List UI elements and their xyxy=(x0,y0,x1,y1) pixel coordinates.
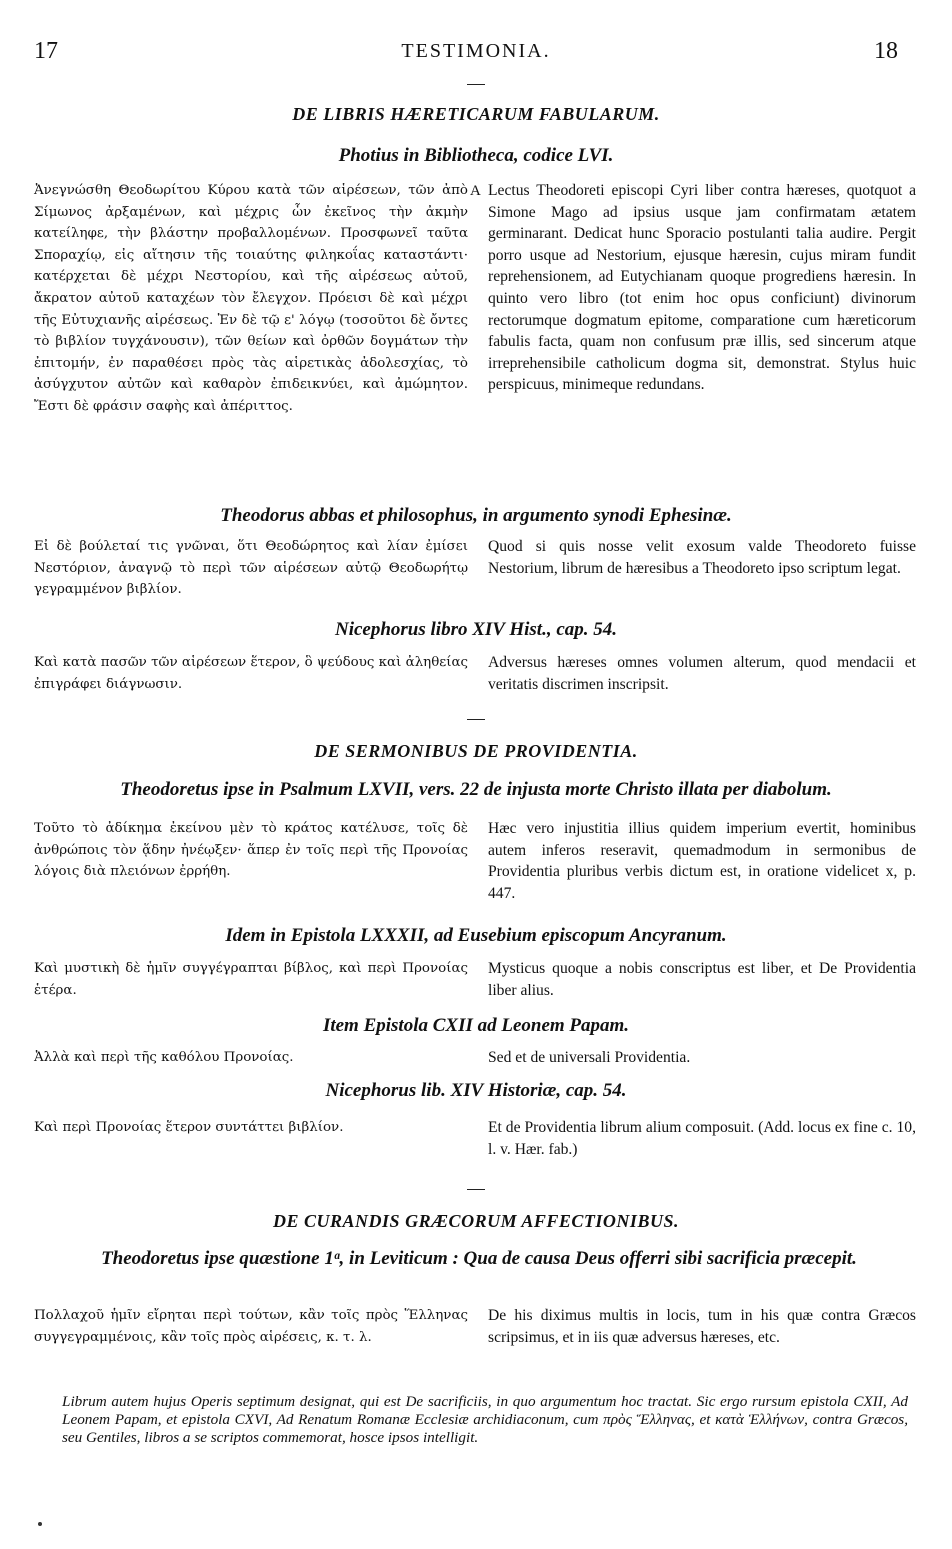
page-number-right: 18 xyxy=(874,38,898,64)
source-citation: Nicephorus lib. XIV Historiæ, cap. 54. xyxy=(325,1080,627,1101)
greek-text: Ἀλλὰ καὶ περὶ τῆς καθόλου Προνοίας. xyxy=(34,1050,294,1065)
closing-note: Librum autem hujus Operis septimum designat, qui est De sacrificiis, in quo argumentum hoc tractat. Sic ergo rursum epistola CXII, Ad Leonem Papam, et epistola CXVI, Ad Renatum Romanæ Ecclesiæ archidiaconum, cum πρὸς Ἕλληνας, et κατὰ Ἑλλήνων, contra Græcos, seu Gentiles, libros a se scriptos commemorat, hosce ipsos intelligit. xyxy=(62,1393,908,1446)
rule-lower xyxy=(467,1189,485,1190)
running-head xyxy=(0,38,952,68)
source-citation: Photius in Bibliotheca, codice LVI. xyxy=(338,145,614,166)
latin-text: Mysticus quoque a nobis conscriptus est liber, et De Providentia liber alius. xyxy=(488,960,916,999)
latin-text: Quod si quis nosse velit exosum valde Theodoreto fuisse Nestorium, librum de hæresibus a Theodoreto ipso scriptum legat. xyxy=(488,538,916,577)
greek-text: Καὶ κατὰ πασῶν τῶν αἱρέσεων ἕτερον, ὃ ψεύδους καὶ ἀληθείας ἐπιγράφει διάγνωσιν. xyxy=(34,655,468,692)
source-citation: Theodoretus ipse quæstione 1ᵃ, in Leviticum : Qua de causa Deus offerri sibi sacrificia præcepit. xyxy=(101,1248,857,1269)
source-citation: Idem in Epistola LXXXII, ad Eusebium episcopum Ancyranum. xyxy=(225,925,727,946)
source-citation: Theodorus abbas et philosophus, in argumento synodi Ephesinæ. xyxy=(220,505,732,526)
greek-text: Τοῦτο τὸ ἀδίκημα ἐκείνου μὲν τὸ κράτος κατέλυσε, τοῖς δὲ ἀνθρώποις τὸν ᾅδην ἠνέῳξεν· ἅπερ ἐν τοῖς περὶ τῆς Προνοίας λόγοις διὰ πλειόνων ἐρρήθη. xyxy=(34,821,468,880)
latin-text: Adversus hæreses omnes volumen alterum, quod mendacii et veritatis discrimen inscripsit. xyxy=(488,654,916,693)
source-citation: Item Epistola CXII ad Leonem Papam. xyxy=(322,1015,630,1036)
greek-text: Καὶ περὶ Προνοίας ἕτερον συντάττει βιβλίον. xyxy=(34,1120,344,1135)
latin-text: Et de Providentia librum alium composuit. (Add. locus ex fine c. 10, l. v. Hær. fab.) xyxy=(488,1119,916,1158)
section-heading: DE CURANDIS GRÆCORUM AFFECTIONIBUS. xyxy=(273,1211,679,1231)
page-number-left: 17 xyxy=(34,38,58,64)
latin-text: Lectus Theodoreti episcopi Cyri liber contra hæreses, quotquot a Simone Mago ad ipsius usque jam confirmatam ætatem germinarant. Dedicat hunc Sporacio postulanti talia audire. Pergit porro usque ad Nestorium, ejusque hæresin, cujus miram fundit reprehensionem, ad Eutychianam quoque progrediens hæresin. In quinto vero libro (tot enim hoc opus conficiunt) divinorum rectorumque dogmatum epitome, comparatione cum hæreticorum fabulis facta, quam non confusum præ illis, sed sincerum atque irreprehensibile catholicum dogma sit, demonstrat. Stylus huic perspicuus, minimeque redundans. xyxy=(488,182,916,394)
column-marker: A xyxy=(470,183,481,199)
greek-text: Ἀνεγνώσθη Θεοδωρίτου Κύρου κατὰ τῶν αἱρέσεων, τῶν ἀπὸ Σίμωνος ἀρξαμένων, καὶ μέχρις ὧν ἐκεῖνος τὴν ἀκμὴν κατείληφε, τὴν βλάστην προβαλλομένων. Προσφωνεῖ ταῦτα Σποραχίῳ, εἰς αἴτησιν τῆς τοιαύτης φιληκοΐας καταστάντι· κατέρχεται δὲ μέχρι Νεστορίου, καὶ τῆς αἱρέσεως αὐτοῦ, ἄκρατον αὐτοῦ καταχέων τὸν ἔλεγχον. Πρόεισι δὲ καὶ μέχρι τῆς Εὐτυχιανῆς αἱρέσεως. Ἐν δὲ τῷ ε' λόγῳ (τοσοῦτοι δὲ ὄντες τὸ βιβλίον τυγχάνουσιν), τῶν θείων καὶ ὀρθῶν δογμάτων τὴν ἐπιτομήν, ἐν παραθέσει πρὸς τὰς αἱρετικὰς ἀδολεσχίας, τὸ ἀσύγχυτον αὐτῶν καὶ καθαρὸν ἐπιδεικνύει, καὶ ἀμώμητον. Ἔστι δὲ φράσιν σαφὴς καὶ ἀπέριττος. xyxy=(34,183,468,414)
greek-text: Πολλαχοῦ ἡμῖν εἴρηται περὶ τούτων, κἂν τοῖς πρὸς Ἕλληνας συγγεγραμμένοις, κἂν τοῖς πρὸς αἱρέσεις, κ. τ. λ. xyxy=(34,1308,468,1345)
latin-text: Sed et de universali Providentia. xyxy=(488,1049,691,1066)
source-citation: Theodoretus ipse in Psalmum LXVII, vers. 22 de injusta morte Christo illata per diabolum. xyxy=(120,779,832,800)
rule-middle xyxy=(467,719,485,720)
latin-text: Hæc vero injustitia illius quidem imperium evertit, hominibus autem inferos reseravit, quemadmodum in sermonibus de Providentia pluribus verbis dictum est, in oratione videlicet x, p. 447. xyxy=(488,820,916,902)
rule-top xyxy=(467,84,485,85)
section-heading: DE LIBRIS HÆRETICARUM FABULARUM. xyxy=(292,104,660,124)
ink-speck xyxy=(38,1522,42,1526)
greek-text: Εἰ δὲ βούλεταί τις γνῶναι, ὅτι Θεοδώρητος καὶ λίαν ἐμίσει Νεστόριον, ἀναγνῷ τὸ περὶ τῶν αἱρέσεων αὐτῷ Θεοδωρήτῳ γεγραμμένον βιβλίον. xyxy=(34,539,468,598)
section-heading: DE SERMONIBUS DE PROVIDENTIA. xyxy=(314,741,638,761)
source-citation: Nicephorus libro XIV Hist., cap. 54. xyxy=(334,619,618,640)
greek-text: Καὶ μυστικὴ δὲ ἡμῖν συγγέγραπται βίβλος, καὶ περὶ Προνοίας ἑτέρα. xyxy=(34,961,468,998)
running-title: TESTIMONIA. xyxy=(401,40,551,62)
latin-text: De his diximus multis in locis, tum in his quæ contra Græcos scripsimus, et in iis quæ adversus hæreses, etc. xyxy=(488,1307,916,1346)
